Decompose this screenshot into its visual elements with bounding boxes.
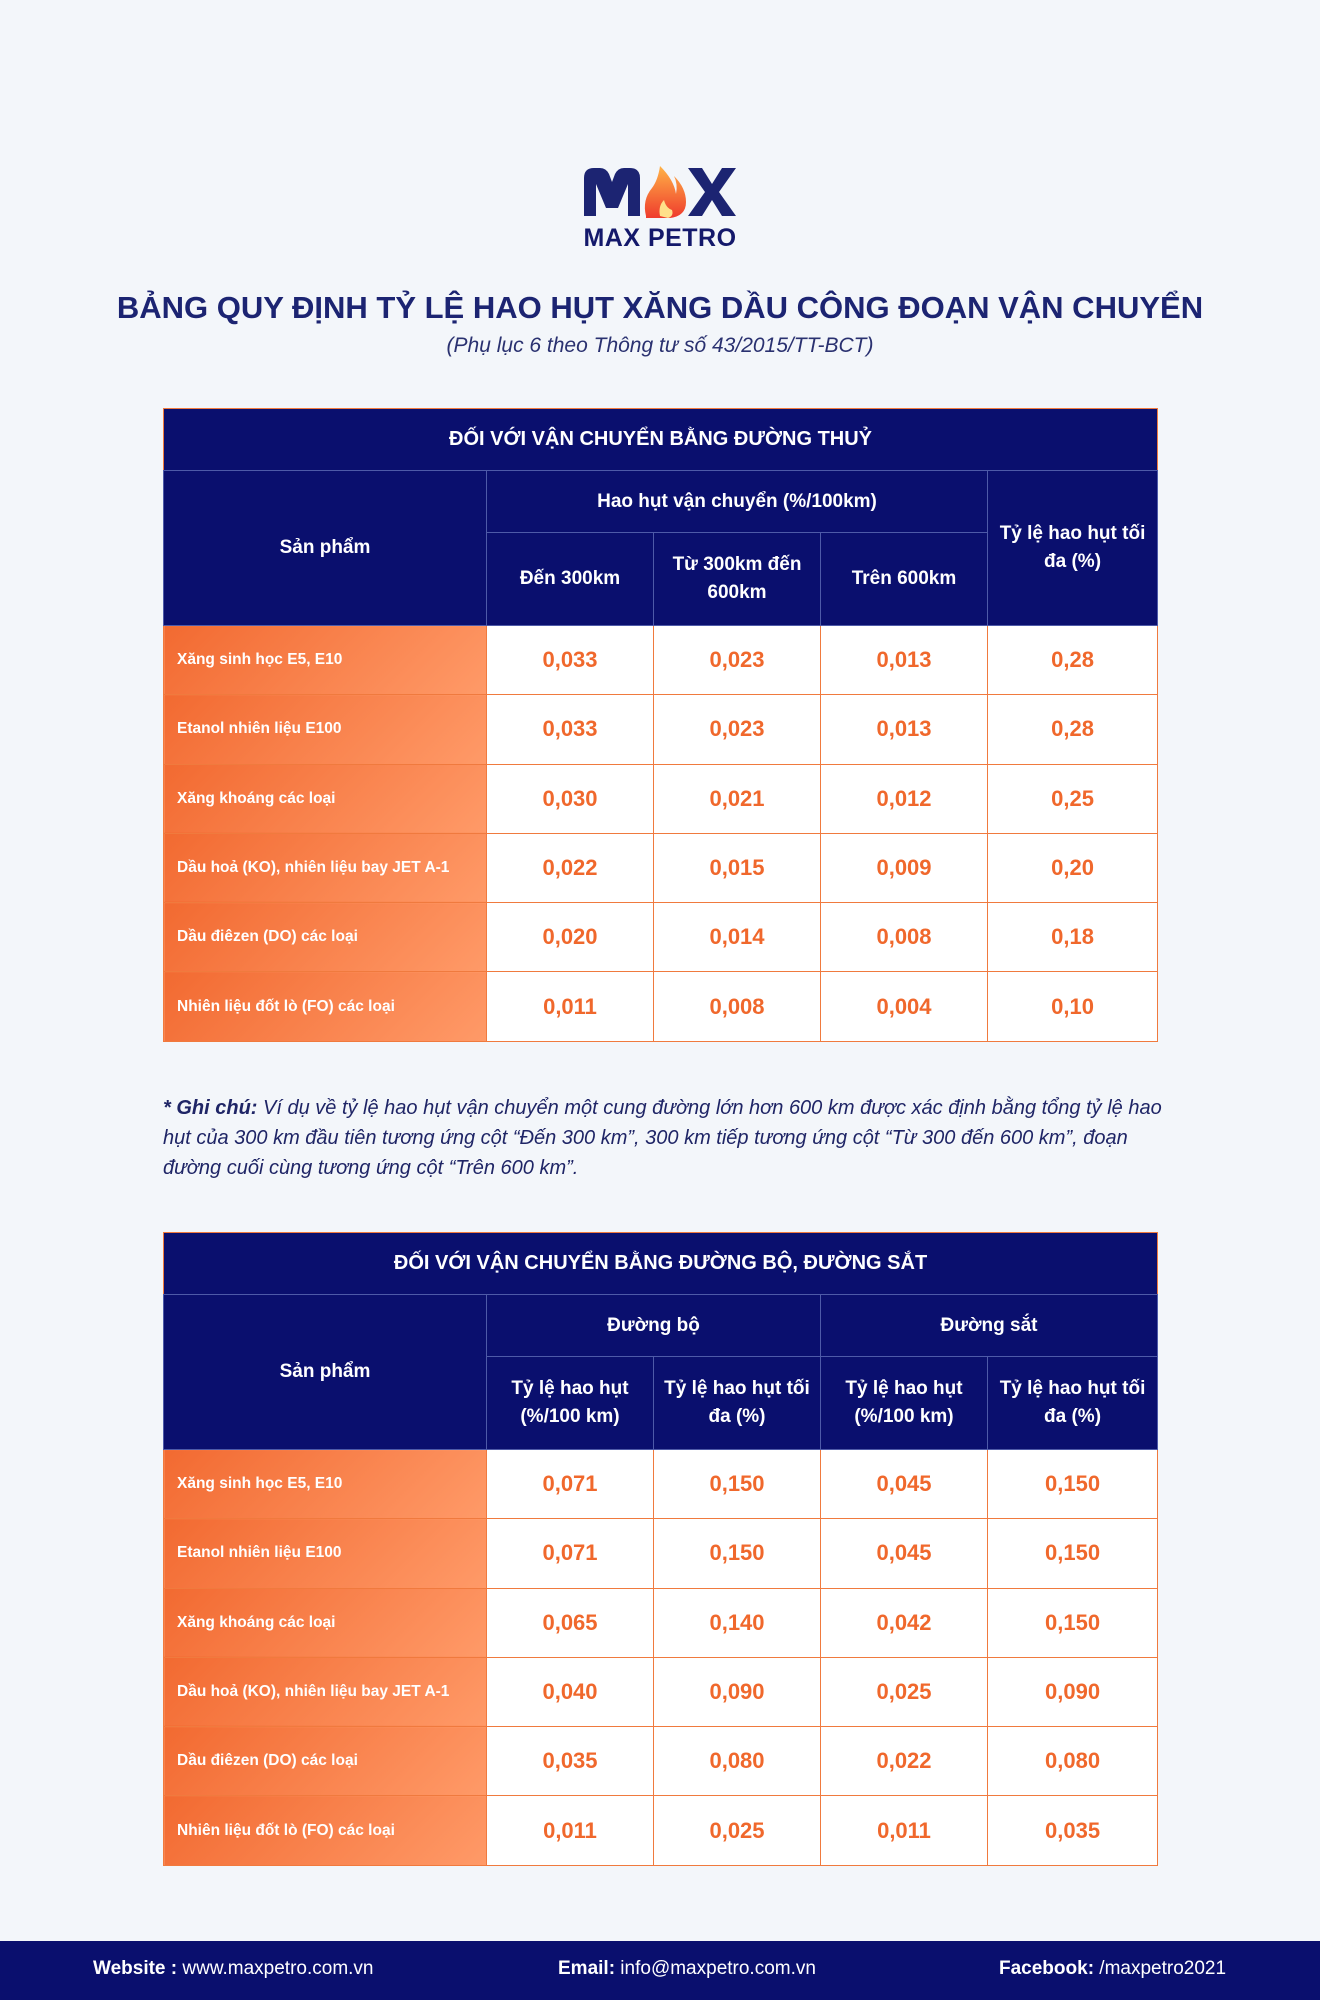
product-name-cell: Nhiên liệu đốt lò (FO) các loại (164, 1796, 487, 1865)
page-subtitle: (Phụ lục 6 theo Thông tư số 43/2015/TT-BCT) (446, 334, 874, 357)
loss-value-cell: 0,022 (821, 1727, 988, 1796)
loss-value-cell: 0,014 (654, 903, 821, 972)
over-600km-column-header: Trên 600km (821, 533, 988, 626)
rail-rate-column-header: Tỷ lệ hao hụt (%/100 km) (821, 1357, 988, 1450)
loss-value-cell: 0,090 (654, 1657, 821, 1726)
product-column-header: Sản phẩm (164, 471, 487, 626)
loss-value-cell: 0,013 (821, 695, 988, 764)
loss-value-cell: 0,035 (487, 1727, 654, 1796)
loss-value-cell: 0,080 (988, 1727, 1158, 1796)
loss-value-cell: 0,150 (988, 1519, 1158, 1588)
loss-value-cell: 0,011 (821, 1796, 988, 1865)
loss-value-cell: 0,040 (487, 1657, 654, 1726)
up-to-300km-column-header: Đến 300km (487, 533, 654, 626)
road-rail-loss-table (163, 1232, 1158, 1866)
loss-value-cell: 0,065 (487, 1588, 654, 1657)
loss-value-cell: 0,035 (988, 1796, 1158, 1865)
product-name-cell: Xăng sinh học E5, E10 (164, 1450, 487, 1519)
table-row (164, 764, 1158, 833)
loss-value-cell: 0,025 (821, 1657, 988, 1726)
loss-value-cell: 0,071 (487, 1519, 654, 1588)
road-rate-column-header: Tỷ lệ hao hụt (%/100 km) (487, 1357, 654, 1450)
note-label: * Ghi chú: (163, 1097, 258, 1119)
loss-value-cell: 0,021 (654, 764, 821, 833)
loss-value-cell: 0,28 (988, 626, 1158, 695)
loss-value-cell: 0,18 (988, 903, 1158, 972)
product-column-header: Sản phẩm (164, 1295, 487, 1450)
loss-value-cell: 0,023 (654, 626, 821, 695)
footer-facebook[interactable]: Facebook: /maxpetro2021 (999, 1958, 1227, 1979)
loss-value-cell: 0,008 (654, 972, 821, 1041)
page-title: BẢNG QUY ĐỊNH TỶ LỆ HAO HỤT XĂNG DẦU CÔNG ĐOẠN VẬN CHUYỂN (116, 290, 1204, 325)
product-name-cell: Etanol nhiên liệu E100 (164, 1519, 487, 1588)
loss-value-cell: 0,013 (821, 626, 988, 695)
rail-max-column-header: Tỷ lệ hao hụt tối đa (%) (988, 1357, 1158, 1450)
footer-bar (0, 1941, 1320, 2000)
table-row (164, 1727, 1158, 1796)
max-logo-wordmark (580, 160, 740, 222)
footer-website[interactable]: Website : www.maxpetro.com.vn (93, 1958, 374, 1979)
table-row (164, 903, 1158, 972)
loss-value-cell: 0,008 (821, 903, 988, 972)
brand-logo (580, 160, 740, 260)
loss-value-cell: 0,10 (988, 972, 1158, 1041)
loss-value-cell: 0,045 (821, 1450, 988, 1519)
loss-value-cell: 0,042 (821, 1588, 988, 1657)
loss-value-cell: 0,012 (821, 764, 988, 833)
loss-value-cell: 0,150 (988, 1450, 1158, 1519)
product-name-cell: Dầu điêzen (DO) các loại (164, 1727, 487, 1796)
loss-value-cell: 0,015 (654, 833, 821, 902)
table-row (164, 1450, 1158, 1519)
note-text: Ví dụ về tỷ lệ hao hụt vận chuyển một cung đường lớn hơn 600 km được xác định bằng tổng tỷ lệ hao hụt của 300 km đầu tiên tương ứng cột “Đến 300 km”, 300 km tiếp tương ứng cột “Từ 300 đến 600 km”, đoạn đường cuối cùng tương ứng cột “Trên 600 km”. (163, 1097, 1162, 1179)
table-row (164, 695, 1158, 764)
table-row (164, 1519, 1158, 1588)
product-name-cell: Etanol nhiên liệu E100 (164, 695, 487, 764)
loss-value-cell: 0,033 (487, 695, 654, 764)
loss-value-cell: 0,004 (821, 972, 988, 1041)
loss-value-cell: 0,28 (988, 695, 1158, 764)
brand-name: MAX PETRO (583, 224, 737, 252)
loss-value-cell: 0,150 (654, 1519, 821, 1588)
road-max-column-header: Tỷ lệ hao hụt tối đa (%) (654, 1357, 821, 1450)
loss-value-cell: 0,011 (487, 1796, 654, 1865)
loss-value-cell: 0,011 (487, 972, 654, 1041)
300-to-600km-column-header: Từ 300km đến 600km (654, 533, 821, 626)
max-loss-column-header: Tỷ lệ hao hụt tối đa (%) (988, 471, 1158, 626)
loss-value-cell: 0,045 (821, 1519, 988, 1588)
loss-value-cell: 0,023 (654, 695, 821, 764)
table-row (164, 1796, 1158, 1865)
loss-value-cell: 0,20 (988, 833, 1158, 902)
product-name-cell: Xăng khoáng các loại (164, 764, 487, 833)
loss-value-cell: 0,030 (487, 764, 654, 833)
table-row (164, 833, 1158, 902)
table-row (164, 1657, 1158, 1726)
loss-value-cell: 0,080 (654, 1727, 821, 1796)
table-row (164, 1588, 1158, 1657)
loss-value-cell: 0,022 (487, 833, 654, 902)
product-name-cell: Dầu hoả (KO), nhiên liệu bay JET A-1 (164, 1657, 487, 1726)
product-name-cell: Dầu hoả (KO), nhiên liệu bay JET A-1 (164, 833, 487, 902)
product-name-cell: Xăng sinh học E5, E10 (164, 626, 487, 695)
note-paragraph (163, 1093, 1163, 1183)
table-caption: ĐỐI VỚI VẬN CHUYỂN BẰNG ĐƯỜNG THUỶ (164, 409, 1158, 471)
loss-value-cell: 0,020 (487, 903, 654, 972)
loss-value-cell: 0,033 (487, 626, 654, 695)
table-row (164, 972, 1158, 1041)
road-group-header: Đường bộ (487, 1295, 821, 1357)
loss-value-cell: 0,025 (654, 1796, 821, 1865)
transport-loss-group-header: Hao hụt vận chuyển (%/100km) (487, 471, 988, 533)
loss-value-cell: 0,25 (988, 764, 1158, 833)
loss-value-cell: 0,150 (654, 1450, 821, 1519)
loss-value-cell: 0,090 (988, 1657, 1158, 1726)
product-name-cell: Dầu điêzen (DO) các loại (164, 903, 487, 972)
product-name-cell: Xăng khoáng các loại (164, 1588, 487, 1657)
loss-value-cell: 0,140 (654, 1588, 821, 1657)
table-caption: ĐỐI VỚI VẬN CHUYỂN BẰNG ĐƯỜNG BỘ, ĐƯỜNG SẮT (164, 1233, 1158, 1295)
footer-email[interactable]: Email: info@maxpetro.com.vn (558, 1958, 816, 1979)
product-name-cell: Nhiên liệu đốt lò (FO) các loại (164, 972, 487, 1041)
loss-value-cell: 0,009 (821, 833, 988, 902)
waterway-loss-table (163, 408, 1158, 1042)
rail-group-header: Đường sắt (821, 1295, 1158, 1357)
table-row (164, 626, 1158, 695)
loss-value-cell: 0,071 (487, 1450, 654, 1519)
loss-value-cell: 0,150 (988, 1588, 1158, 1657)
